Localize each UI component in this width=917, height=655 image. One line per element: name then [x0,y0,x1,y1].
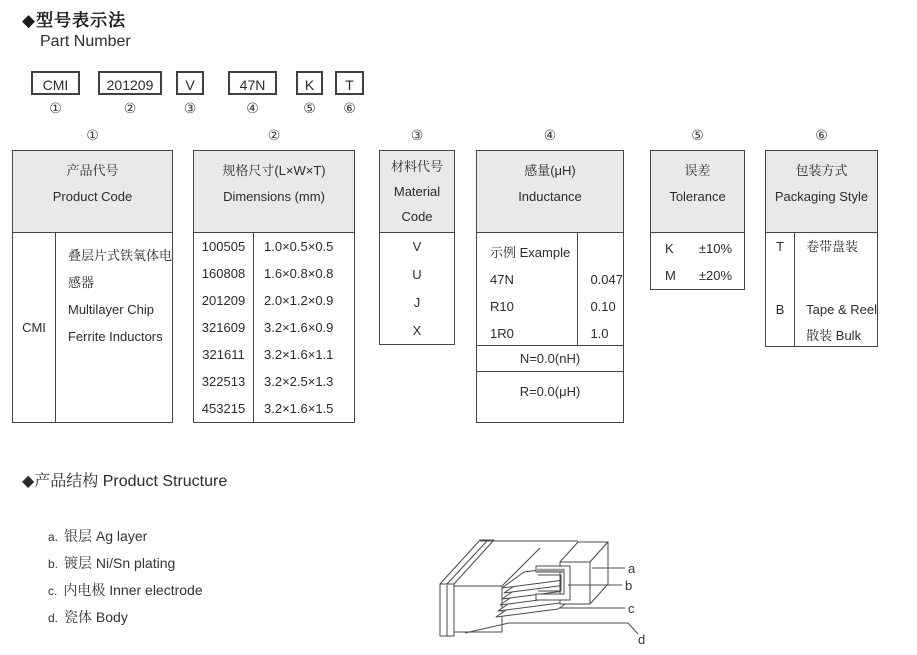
desc-line: 感器 [67,275,94,290]
example-label: 示例 Example [490,245,571,260]
structure-item-d [48,607,128,627]
tolerance-header-zh: 误差 [684,163,711,178]
tolerance-code: K [665,241,674,256]
inductance-header-en: Inductance [518,189,582,204]
product-structure-diagram [432,520,662,655]
inductance-table [476,150,624,423]
circled-5: ⑤ [303,100,316,116]
circled-1: ① [49,100,62,116]
item-text: 瓷体 Body [64,609,128,625]
body-front-face [454,586,502,632]
material-header-en1: Material [393,184,441,199]
structure-item-c [48,580,203,600]
table-row: 321609 [201,320,246,335]
material-code: U [412,267,422,282]
product-code-header-zh: 产品代号 [66,163,119,178]
tolerance-header-en: Tolerance [669,189,726,204]
structure-item-b [48,553,175,573]
inductance-example-values [578,233,623,345]
table-row: 453215 [201,401,246,416]
packaging-header-zh: 包装方式 [795,163,848,178]
diagram-label-b: b [625,578,633,593]
product-code-header [13,151,172,233]
desc-line: Multilayer Chip [67,302,154,317]
table-row: 1.6×0.8×0.8 [264,266,334,281]
table-row: 1.0 [590,326,609,341]
table5-circled-num: ⑤ [691,127,704,143]
table1-circled-num: ① [86,127,99,143]
dimensions-table [193,150,355,423]
table-row: 100505 [201,239,246,254]
packaging-body [766,233,877,347]
leader-d-bend [628,623,638,634]
material-code: J [413,295,421,310]
table-row [665,235,732,262]
product-code-value: CMI [13,233,56,422]
dimensions-codes [194,233,254,422]
table-row: 0.10 [590,299,616,314]
packaging-code-b: B [775,302,785,317]
packaging-desc: 卷带盘装 [806,239,859,254]
inductance-header [477,151,623,233]
table-row: 3.2×2.5×1.3 [264,374,334,389]
table-row: 1R0 [490,326,514,341]
circled-2: ② [123,100,137,116]
code-box-packaging: T [335,71,364,95]
code-box-dimension: 201209 [98,71,162,95]
dimensions-header-zh: 规格尺寸(L×W×T) [222,163,326,178]
packaging-table [765,150,878,347]
item-text: 银层 Ag layer [64,528,148,544]
item-text: 镀层 Ni/Sn plating [64,555,176,571]
desc-line: 叠层片式铁氧体电 [67,248,172,263]
tolerance-header [651,151,744,233]
table-row: 3.2×1.6×1.5 [264,401,334,416]
table-row: R10 [490,299,514,314]
code-box-material: V [176,71,204,95]
dimensions-sizes [254,233,354,422]
inductance-examples [477,233,623,346]
diagram-label-a: a [628,561,636,576]
dimensions-header [194,151,354,233]
table-row: 3.2×1.6×0.9 [264,320,334,335]
code-box-product: CMI [31,71,80,95]
code-box-tolerance: K [296,71,323,95]
item-letter: a. [48,530,59,544]
tolerance-value: ±10% [698,241,732,256]
table-row [665,262,732,289]
material-header-en2: Code [401,209,433,224]
item-letter: d. [48,611,59,625]
material-code: X [412,323,422,338]
circled-6: ⑥ [343,100,356,116]
diagram-label-c: c [628,601,635,616]
part-number-title-zh: ◆型号表示法 [22,11,127,30]
table3-circled-num: ③ [410,127,424,143]
tolerance-table [650,150,745,290]
material-body [380,233,454,345]
product-code-body [13,233,172,422]
tolerance-code: M [665,268,676,283]
table-row: 47N [490,272,514,287]
material-code-table [379,150,455,345]
table2-circled-num: ② [267,127,281,143]
packaging-code-t: T [776,239,785,254]
table-row: 322513 [201,374,246,389]
part-number-title-en: Part Number [40,33,131,50]
inductance-note-uh: R=0.0(μH) [519,384,581,399]
table6-circled-num: ⑥ [815,127,828,143]
dimensions-header-en: Dimensions (mm) [223,189,325,204]
packaging-desc: 散装 Bulk [806,328,862,343]
material-code: V [412,239,422,254]
inductance-header-zh: 感量(μH) [524,163,576,178]
table-row: 201209 [201,293,246,308]
table-row: 0.047 [590,272,623,287]
tolerance-body [651,233,744,290]
item-letter: c. [48,584,58,598]
circled-3: ③ [183,100,197,116]
packaging-descs [795,233,877,347]
inductance-note-nh: N=0.0(nH) [477,346,623,372]
table-row: 321611 [202,347,245,362]
code-box-inductance: 47N [228,71,277,95]
table-row: 160808 [201,266,246,281]
tolerance-value: ±20% [698,268,732,283]
dimensions-body [194,233,354,422]
table4-circled-num: ④ [543,127,557,143]
structure-item-a [48,526,147,546]
product-structure-title: ◆产品结构 Product Structure [22,473,228,490]
inductance-example-codes [477,233,578,345]
diagram-label-d: d [638,632,646,647]
packaging-header-en: Packaging Style [774,189,869,204]
material-header [380,151,454,233]
circled-4: ④ [246,100,259,116]
table-row: 3.2×1.6×1.1 [264,347,334,362]
packaging-codes [766,233,795,347]
product-code-header-en: Product Code [52,189,133,204]
desc-line: Ferrite Inductors [67,329,163,344]
table-row: 1.0×0.5×0.5 [264,239,334,254]
product-code-table [12,150,173,423]
item-letter: b. [48,557,59,571]
packaging-desc: Tape & Reel [806,302,877,317]
product-code-desc [56,233,172,422]
table-row: 2.0×1.2×0.9 [264,293,334,308]
item-text: 内电极 Inner electrode [63,582,203,598]
material-header-zh: 材料代号 [390,159,443,174]
packaging-header [766,151,877,233]
